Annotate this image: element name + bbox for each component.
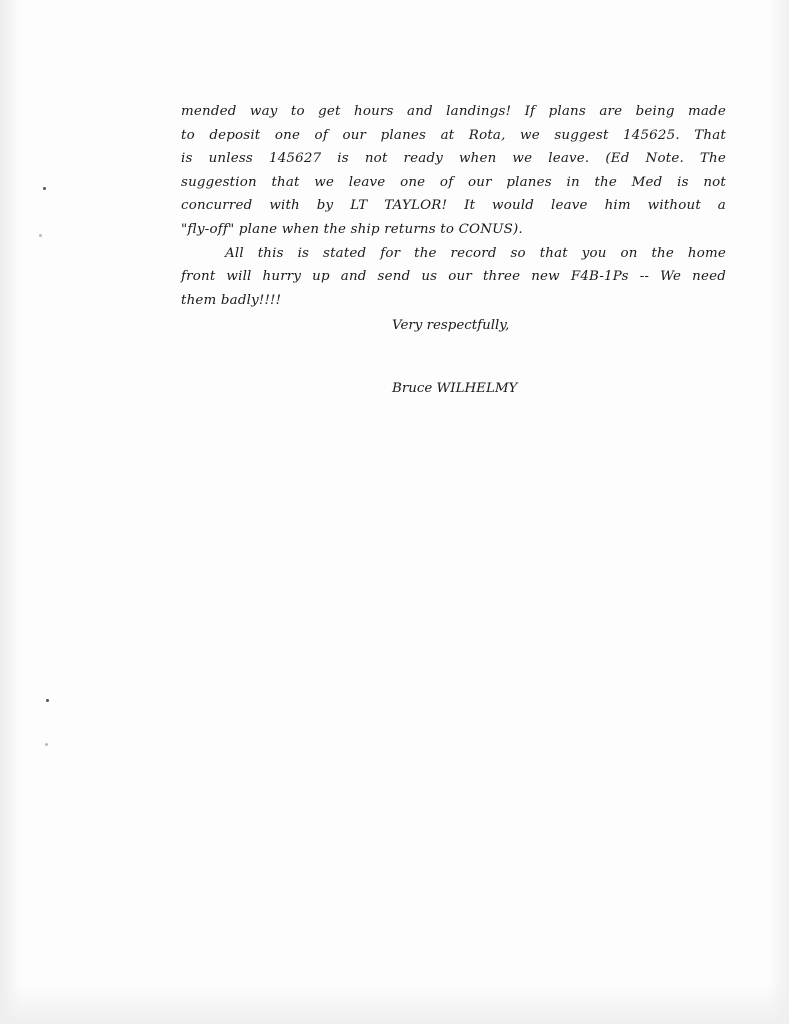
scan-speck [39,234,42,237]
scan-edge-shadow-bottom [0,984,789,1024]
scan-edge-shadow-left [0,0,24,1024]
letter-body [181,100,726,312]
valediction: Very respectfully, [392,318,510,333]
body-line: "fly-off" plane when the ship returns to CONUS). [181,221,523,237]
scan-speck [43,187,46,190]
signature: Bruce WILHELMY [392,381,518,396]
body-line: All this is stated for the record so that you on the home [225,245,726,261]
body-line: to deposit one of our planes at Rota, we suggest 145625. That [181,127,726,143]
body-line: suggestion that we leave one of our planes in the Med is not [181,174,726,190]
body-line: is unless 145627 is not ready when we leave. (Ed Note. The [181,151,726,167]
scan-speck [46,699,49,702]
body-line: front will hurry up and send us our three new F4B-1Ps -- We need [181,269,726,285]
body-line: concurred with by LT TAYLOR! It would leave him without a [181,198,726,214]
scan-speck [45,743,48,746]
body-line: mended way to get hours and landings! If plans are being made [181,104,726,119]
scan-edge-shadow-right [767,0,789,1024]
body-line: them badly!!!! [181,292,282,308]
